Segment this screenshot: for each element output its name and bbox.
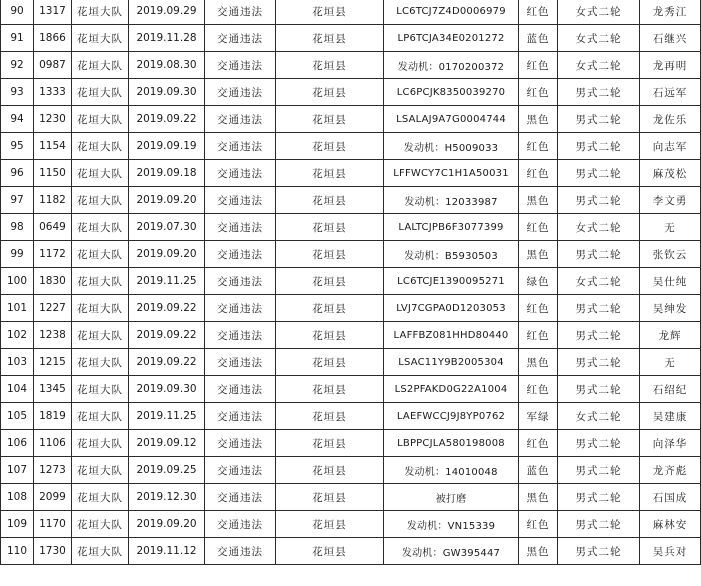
record-code-cell: 1819 [34,403,72,430]
county-cell: 花垣县 [276,133,384,160]
record-code-cell: 1333 [34,79,72,106]
unit-cell: 花垣大队 [72,160,129,187]
violation-type-cell: 交通违法 [205,457,276,484]
date-cell: 2019.09.22 [129,295,205,322]
violation-type-cell: 交通违法 [205,511,276,538]
vehicle-id-cell: 发动机：GW395447 [384,538,519,565]
county-cell: 花垣县 [276,484,384,511]
color-cell: 军绿 [519,403,558,430]
county-cell: 花垣县 [276,25,384,52]
record-code-cell: 1730 [34,538,72,565]
row-number-cell: 93 [1,79,34,106]
unit-cell: 花垣大队 [72,214,129,241]
unit-cell: 花垣大队 [72,106,129,133]
vehicle-model-cell: 男式二轮 [558,160,640,187]
unit-cell: 花垣大队 [72,430,129,457]
table-row [1,430,701,457]
record-code-cell: 1227 [34,295,72,322]
row-number-cell: 99 [1,241,34,268]
owner-name-cell: 李文勇 [640,187,701,214]
county-cell: 花垣县 [276,430,384,457]
date-cell: 2019.07.30 [129,214,205,241]
table-body [1,0,701,565]
violation-type-cell: 交通违法 [205,25,276,52]
vehicle-model-cell: 女式二轮 [558,403,640,430]
violation-type-cell: 交通违法 [205,322,276,349]
unit-cell: 花垣大队 [72,349,129,376]
vehicle-model-cell: 男式二轮 [558,376,640,403]
violation-type-cell: 交通违法 [205,133,276,160]
violation-type-cell: 交通违法 [205,430,276,457]
owner-name-cell: 吴建康 [640,403,701,430]
vehicle-id-cell: LC6PCJK8350039270 [384,79,519,106]
row-number-cell: 107 [1,457,34,484]
date-cell: 2019.09.18 [129,160,205,187]
unit-cell: 花垣大队 [72,322,129,349]
vehicle-id-cell: LALTCJPB6F3077399 [384,214,519,241]
county-cell: 花垣县 [276,538,384,565]
date-cell: 2019.09.22 [129,349,205,376]
date-cell: 2019.09.20 [129,511,205,538]
vehicle-model-cell: 男式二轮 [558,349,640,376]
date-cell: 2019.09.20 [129,241,205,268]
record-code-cell: 1273 [34,457,72,484]
violation-type-cell: 交通违法 [205,52,276,79]
vehicle-model-cell: 男式二轮 [558,511,640,538]
record-code-cell: 1866 [34,25,72,52]
color-cell: 红色 [519,160,558,187]
color-cell: 蓝色 [519,457,558,484]
record-code-cell: 1238 [34,322,72,349]
record-code-cell: 1106 [34,430,72,457]
record-code-cell: 1172 [34,241,72,268]
row-number-cell: 91 [1,25,34,52]
table-row [1,322,701,349]
date-cell: 2019.09.30 [129,376,205,403]
table-row [1,160,701,187]
owner-name-cell: 麻林安 [640,511,701,538]
table-row [1,214,701,241]
vehicle-id-cell: 发动机：0170200372 [384,52,519,79]
county-cell: 花垣县 [276,214,384,241]
county-cell: 花垣县 [276,52,384,79]
unit-cell: 花垣大队 [72,133,129,160]
table-row [1,79,701,106]
record-code-cell: 1182 [34,187,72,214]
color-cell: 红色 [519,322,558,349]
date-cell: 2019.11.12 [129,538,205,565]
violation-type-cell: 交通违法 [205,79,276,106]
violation-type-cell: 交通违法 [205,376,276,403]
owner-name-cell: 石绍纪 [640,376,701,403]
owner-name-cell: 向泽华 [640,430,701,457]
county-cell: 花垣县 [276,160,384,187]
color-cell: 红色 [519,133,558,160]
owner-name-cell: 无 [640,349,701,376]
row-number-cell: 92 [1,52,34,79]
table-row [1,376,701,403]
row-number-cell: 90 [1,0,34,25]
vehicle-id-cell: LBPPCJLA580198008 [384,430,519,457]
date-cell: 2019.12.30 [129,484,205,511]
date-cell: 2019.09.12 [129,430,205,457]
vehicle-id-cell: 发动机：12033987 [384,187,519,214]
vehicle-model-cell: 男式二轮 [558,133,640,160]
owner-name-cell: 吴仕纯 [640,268,701,295]
vehicle-model-cell: 男式二轮 [558,457,640,484]
vehicle-model-cell: 男式二轮 [558,430,640,457]
vehicle-id-cell: 发动机：14010048 [384,457,519,484]
table-row [1,268,701,295]
row-number-cell: 95 [1,133,34,160]
unit-cell: 花垣大队 [72,511,129,538]
record-code-cell: 1154 [34,133,72,160]
table-row [1,457,701,484]
owner-name-cell: 龙再明 [640,52,701,79]
table-row [1,349,701,376]
owner-name-cell: 石远军 [640,79,701,106]
vehicle-id-cell: LSAC11Y9B2005304 [384,349,519,376]
date-cell: 2019.09.30 [129,79,205,106]
record-code-cell: 1170 [34,511,72,538]
county-cell: 花垣县 [276,511,384,538]
row-number-cell: 105 [1,403,34,430]
color-cell: 黑色 [519,484,558,511]
violation-type-cell: 交通违法 [205,295,276,322]
violation-type-cell: 交通违法 [205,484,276,511]
record-code-cell: 1150 [34,160,72,187]
record-code-cell: 1215 [34,349,72,376]
violation-type-cell: 交通违法 [205,160,276,187]
vehicle-id-cell: LVJ7CGPA0D1203053 [384,295,519,322]
vehicle-model-cell: 男式二轮 [558,295,640,322]
row-number-cell: 103 [1,349,34,376]
color-cell: 黑色 [519,106,558,133]
row-number-cell: 110 [1,538,34,565]
vehicle-model-cell: 女式二轮 [558,25,640,52]
county-cell: 花垣县 [276,295,384,322]
vehicle-id-cell: LAFFBZ081HHD80440 [384,322,519,349]
row-number-cell: 97 [1,187,34,214]
unit-cell: 花垣大队 [72,241,129,268]
vehicle-model-cell: 女式二轮 [558,214,640,241]
unit-cell: 花垣大队 [72,0,129,25]
vehicle-model-cell: 男式二轮 [558,106,640,133]
violation-type-cell: 交通违法 [205,214,276,241]
row-number-cell: 109 [1,511,34,538]
owner-name-cell: 吴绅发 [640,295,701,322]
date-cell: 2019.09.29 [129,0,205,25]
vehicle-model-cell: 男式二轮 [558,538,640,565]
vehicle-id-cell: 发动机：VN15339 [384,511,519,538]
county-cell: 花垣县 [276,268,384,295]
table-row [1,295,701,322]
violation-type-cell: 交通违法 [205,0,276,25]
record-code-cell: 1230 [34,106,72,133]
date-cell: 2019.09.22 [129,322,205,349]
color-cell: 红色 [519,214,558,241]
vehicle-id-cell: LS2PFAKD0G22A1004 [384,376,519,403]
county-cell: 花垣县 [276,376,384,403]
vehicle-model-cell: 男式二轮 [558,484,640,511]
vehicle-id-cell: LFFWCY7C1H1A50031 [384,160,519,187]
row-number-cell: 101 [1,295,34,322]
owner-name-cell: 石继兴 [640,25,701,52]
violation-type-cell: 交通违法 [205,349,276,376]
unit-cell: 花垣大队 [72,295,129,322]
table-row [1,0,701,25]
date-cell: 2019.08.30 [129,52,205,79]
record-code-cell: 0649 [34,214,72,241]
owner-name-cell: 龙佐乐 [640,106,701,133]
vehicle-model-cell: 女式二轮 [558,268,640,295]
vehicle-id-cell: LAEFWCCJ9J8YP0762 [384,403,519,430]
row-number-cell: 108 [1,484,34,511]
date-cell: 2019.09.19 [129,133,205,160]
table-row [1,133,701,160]
date-cell: 2019.11.25 [129,268,205,295]
date-cell: 2019.11.28 [129,25,205,52]
owner-name-cell: 麻茂松 [640,160,701,187]
owner-name-cell: 向志军 [640,133,701,160]
unit-cell: 花垣大队 [72,403,129,430]
county-cell: 花垣县 [276,187,384,214]
color-cell: 蓝色 [519,25,558,52]
unit-cell: 花垣大队 [72,484,129,511]
date-cell: 2019.09.20 [129,187,205,214]
vehicle-id-cell: 发动机：B5930503 [384,241,519,268]
vehicle-model-cell: 男式二轮 [558,79,640,106]
unit-cell: 花垣大队 [72,187,129,214]
row-number-cell: 96 [1,160,34,187]
color-cell: 红色 [519,0,558,25]
row-number-cell: 98 [1,214,34,241]
row-number-cell: 100 [1,268,34,295]
table-row [1,403,701,430]
unit-cell: 花垣大队 [72,268,129,295]
unit-cell: 花垣大队 [72,79,129,106]
unit-cell: 花垣大队 [72,457,129,484]
vehicle-id-cell: LP6TCJA34E0201272 [384,25,519,52]
owner-name-cell: 石国成 [640,484,701,511]
vehicle-model-cell: 男式二轮 [558,187,640,214]
vehicle-id-cell: LC6TCJ7Z4D0006979 [384,0,519,25]
date-cell: 2019.09.25 [129,457,205,484]
owner-name-cell: 张钦云 [640,241,701,268]
date-cell: 2019.11.25 [129,403,205,430]
record-code-cell: 1317 [34,0,72,25]
color-cell: 绿色 [519,268,558,295]
record-code-cell: 1830 [34,268,72,295]
row-number-cell: 94 [1,106,34,133]
violation-type-cell: 交通违法 [205,403,276,430]
violation-type-cell: 交通违法 [205,538,276,565]
table-row [1,187,701,214]
county-cell: 花垣县 [276,0,384,25]
county-cell: 花垣县 [276,79,384,106]
county-cell: 花垣县 [276,403,384,430]
date-cell: 2019.09.22 [129,106,205,133]
color-cell: 红色 [519,52,558,79]
color-cell: 红色 [519,430,558,457]
table-row [1,484,701,511]
table-row [1,511,701,538]
vehicle-model-cell: 女式二轮 [558,0,640,25]
record-code-cell: 1345 [34,376,72,403]
row-number-cell: 104 [1,376,34,403]
table-row [1,106,701,133]
table-row [1,52,701,79]
table-row [1,538,701,565]
vehicle-model-cell: 女式二轮 [558,52,640,79]
row-number-cell: 102 [1,322,34,349]
violation-type-cell: 交通违法 [205,187,276,214]
record-code-cell: 2099 [34,484,72,511]
color-cell: 黑色 [519,241,558,268]
unit-cell: 花垣大队 [72,25,129,52]
unit-cell: 花垣大队 [72,538,129,565]
owner-name-cell: 无 [640,214,701,241]
table-row [1,241,701,268]
unit-cell: 花垣大队 [72,376,129,403]
color-cell: 红色 [519,295,558,322]
county-cell: 花垣县 [276,241,384,268]
violation-type-cell: 交通违法 [205,241,276,268]
row-number-cell: 106 [1,430,34,457]
vehicle-id-cell: 发动机：H5009033 [384,133,519,160]
violation-type-cell: 交通违法 [205,268,276,295]
vehicle-id-cell: LC6TCJE1390095271 [384,268,519,295]
violation-type-cell: 交通违法 [205,106,276,133]
color-cell: 红色 [519,376,558,403]
vehicle-id-cell: LSALAJ9A7G0004744 [384,106,519,133]
color-cell: 黑色 [519,187,558,214]
owner-name-cell: 龙齐彪 [640,457,701,484]
color-cell: 黑色 [519,349,558,376]
county-cell: 花垣县 [276,349,384,376]
vehicle-model-cell: 男式二轮 [558,241,640,268]
owner-name-cell: 龙辉 [640,322,701,349]
unit-cell: 花垣大队 [72,52,129,79]
color-cell: 黑色 [519,538,558,565]
owner-name-cell: 吴兵对 [640,538,701,565]
color-cell: 红色 [519,79,558,106]
vehicle-id-cell: 被打磨 [384,484,519,511]
vehicle-model-cell: 男式二轮 [558,322,640,349]
county-cell: 花垣县 [276,457,384,484]
color-cell: 红色 [519,511,558,538]
county-cell: 花垣县 [276,106,384,133]
table-row [1,25,701,52]
record-code-cell: 0987 [34,52,72,79]
county-cell: 花垣县 [276,322,384,349]
owner-name-cell: 龙秀江 [640,0,701,25]
